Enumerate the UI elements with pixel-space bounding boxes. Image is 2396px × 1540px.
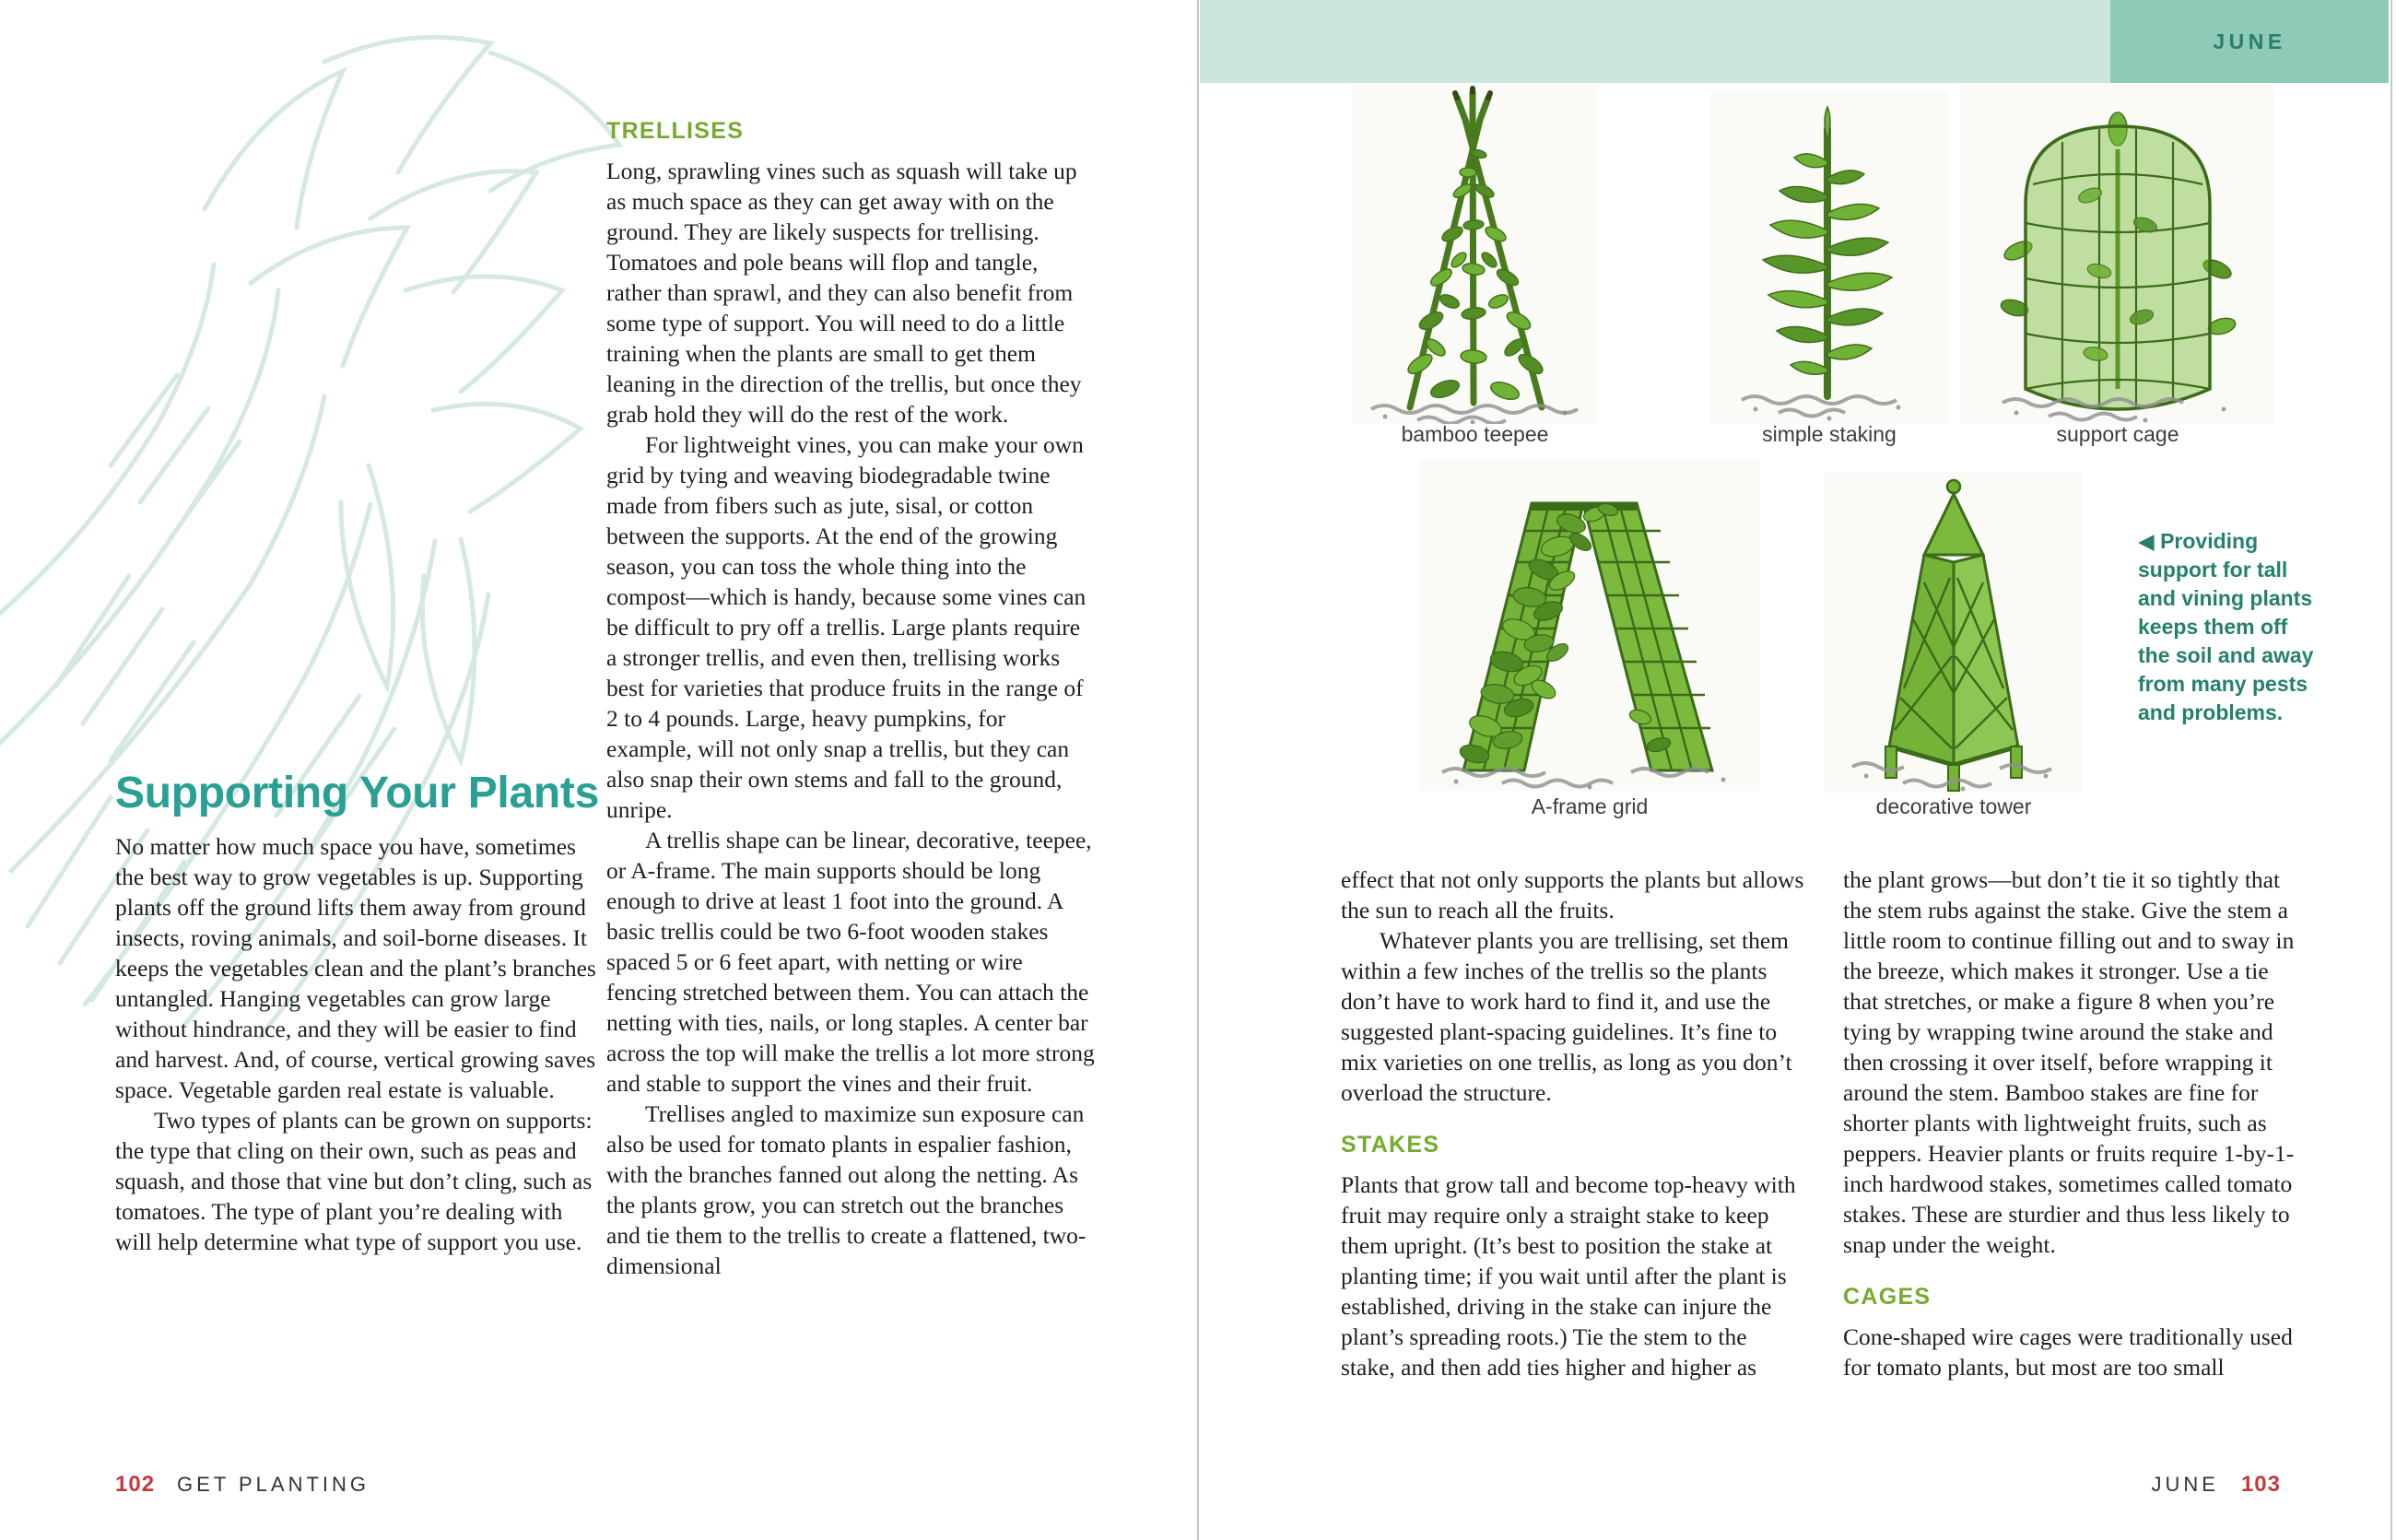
body-paragraph: Cone-shaped wire cages were traditionally used for tomato plants, but most are too small — [1843, 1323, 2293, 1381]
figure-callout — [2138, 527, 2318, 727]
cages-heading: CAGES — [1843, 1284, 1932, 1310]
month-label: JUNE — [2213, 29, 2286, 53]
trellises-paragraph: Trellises angled to maximize sun exposure can also be used for tomato plants in espalier fashion, with the branches fanned out along the netting. As the plants grow, you can stretch out the branches and tie them to the trellis to create a flattened, two-dimensional — [606, 1100, 1086, 1279]
figure-caption: simple staking — [1762, 422, 1897, 446]
left-footer — [115, 1472, 370, 1498]
column2-text — [1843, 864, 2308, 1260]
right-column-1 — [1341, 864, 1806, 1382]
support-cage-illustration — [1961, 85, 2274, 424]
figure-caption: A-frame grid — [1531, 794, 1649, 818]
page-title: Supporting Your Plants — [115, 769, 599, 817]
page-edge-line — [2390, 0, 2392, 1540]
article-intro — [115, 768, 599, 1257]
right-footer — [1843, 1472, 2281, 1498]
body-paragraph: effect that not only supports the plants but allows the sun to reach all the fruits. — [1341, 866, 1804, 923]
trellises-section — [606, 118, 1095, 1281]
body-paragraph: Plants that grow tall and become top-heavy with fruit may require only a straight stake to keep them upright. (It’s best to position the stake at planting time; if you wait until after the plant is established, driving in the stake can injure the plant’s spreading roots.) Tie the stem to the stake, and then add ties higher and higher as — [1341, 1171, 1796, 1381]
callout-text: Providing support for tall and vining plants keeps them off the soil and away from many pests and problems. — [2138, 529, 2314, 724]
stakes-text — [1341, 1170, 1806, 1382]
left-running-head: GET PLANTING — [177, 1473, 370, 1496]
figure-caption: support cage — [2056, 422, 2179, 446]
a-frame-grid-illustration — [1419, 459, 1760, 791]
trellises-heading: TRELLISES — [606, 118, 745, 144]
page-gutter-line — [1197, 0, 1199, 1540]
stakes-heading: STAKES — [1341, 1132, 1440, 1158]
trellises-paragraph: For lightweight vines, you can make your own grid by tying and weaving biodegradable twine made from fibers such as jute, sisal, or cotton between the supports. At the end of the growing season, you can toss the whole thing into the compost—which is handy, because some vines can be difficult to pry off a trellis. Large plants require a stronger trellis, and even then, trellising works best for varieties that produce fruits in the range of 2 to 4 pounds. Large, heavy pumpkins, for example, will not only snap a trellis, but they can also snap their own stems and fall to the ground, unripe. — [606, 431, 1086, 823]
trellises-paragraph: Long, sprawling vines such as squash will take up as much space as they can get away with on the ground. They are likely suspects for trellising. Tomatoes and pole beans will flop and tangle, rather than sprawl, and they can also benefit from some type of support. You will need to do a little training when the plants are small to get them leaning in the direction of the trellis, but once they grab hold they will do the rest of the work. — [606, 158, 1082, 428]
month-banner-tab — [2110, 0, 2389, 83]
left-page-number: 102 — [115, 1472, 156, 1497]
intro-paragraph: Two types of plants can be grown on supports: the type that cling on their own, such as peas and squash, and those that vine but don’t cling, such as tomatoes. The type of plant you’re dealing with will help determine what type of support you use. — [115, 1107, 593, 1255]
simple-staking-illustration — [1709, 92, 1949, 424]
body-paragraph: the plant grows—but don’t tie it so tightly that the stem rubs against the stake. Give the stem a little room to continue filling out and to sway in the breeze, which makes it stronger. Use a tie that stretches, or make a figure 8 when you’re tying by wrapping twine around the stake and then crossing it over itself, before wrapping it around the stem. Bamboo stakes are fine for shorter plants with lightweight fruits, such as peppers. Heavier plants or fruits require 1-by-1-inch hardwood stakes, sometimes called tomato stakes. These are sturdier and thus less likely to snap under the weight. — [1843, 866, 2295, 1258]
right-column-2 — [1843, 864, 2308, 1382]
intro-text — [115, 831, 599, 1257]
trellises-paragraph: A trellis shape can be linear, decorative, teepee, or A-frame. The main supports should be long enough to drive at least 1 foot into the ground. A basic trellis could be two 6-foot wooden stakes spaced 5 or 6 feet apart, with netting or wire fencing stretched between them. You can attach the netting with ties, nails, or long staples. A center bar across the top will make the trellis a lot more strong and stable to support the vines and their fruit. — [606, 827, 1095, 1097]
intro-paragraph: No matter how much space you have, sometimes the best way to grow vegetables is up. Supporting plants off the ground lifts them away from ground insects, roving animals, and soil-borne diseases. It keeps the vegetables clean and the plant’s branches untangled. Hanging vegetables can grow large without hindrance, and they will be easier to find and harvest. And, of course, vertical growing saves space. Vegetable garden real estate is valuable. — [115, 833, 596, 1103]
figure-caption: decorative tower — [1875, 794, 2032, 818]
right-running-head: JUNE — [2151, 1473, 2219, 1496]
cages-text — [1843, 1322, 2308, 1382]
body-paragraph: Whatever plants you are trellising, set them within a few inches of the trellis so the plants don’t have to work hard to find it, and use the suggested plant-spacing guidelines. It’s fine to mix varieties on one trellis, as long as you don’t overload the structure. — [1341, 927, 1792, 1106]
bamboo-teepee-illustration — [1353, 85, 1597, 424]
trellises-text — [606, 156, 1095, 1281]
right-page-number: 103 — [2240, 1472, 2281, 1497]
figure-caption: bamboo teepee — [1401, 422, 1549, 446]
column1-text — [1341, 864, 1806, 1108]
callout-arrow-icon: ◀ — [2138, 529, 2161, 553]
decorative-tower-illustration — [1825, 472, 2083, 793]
